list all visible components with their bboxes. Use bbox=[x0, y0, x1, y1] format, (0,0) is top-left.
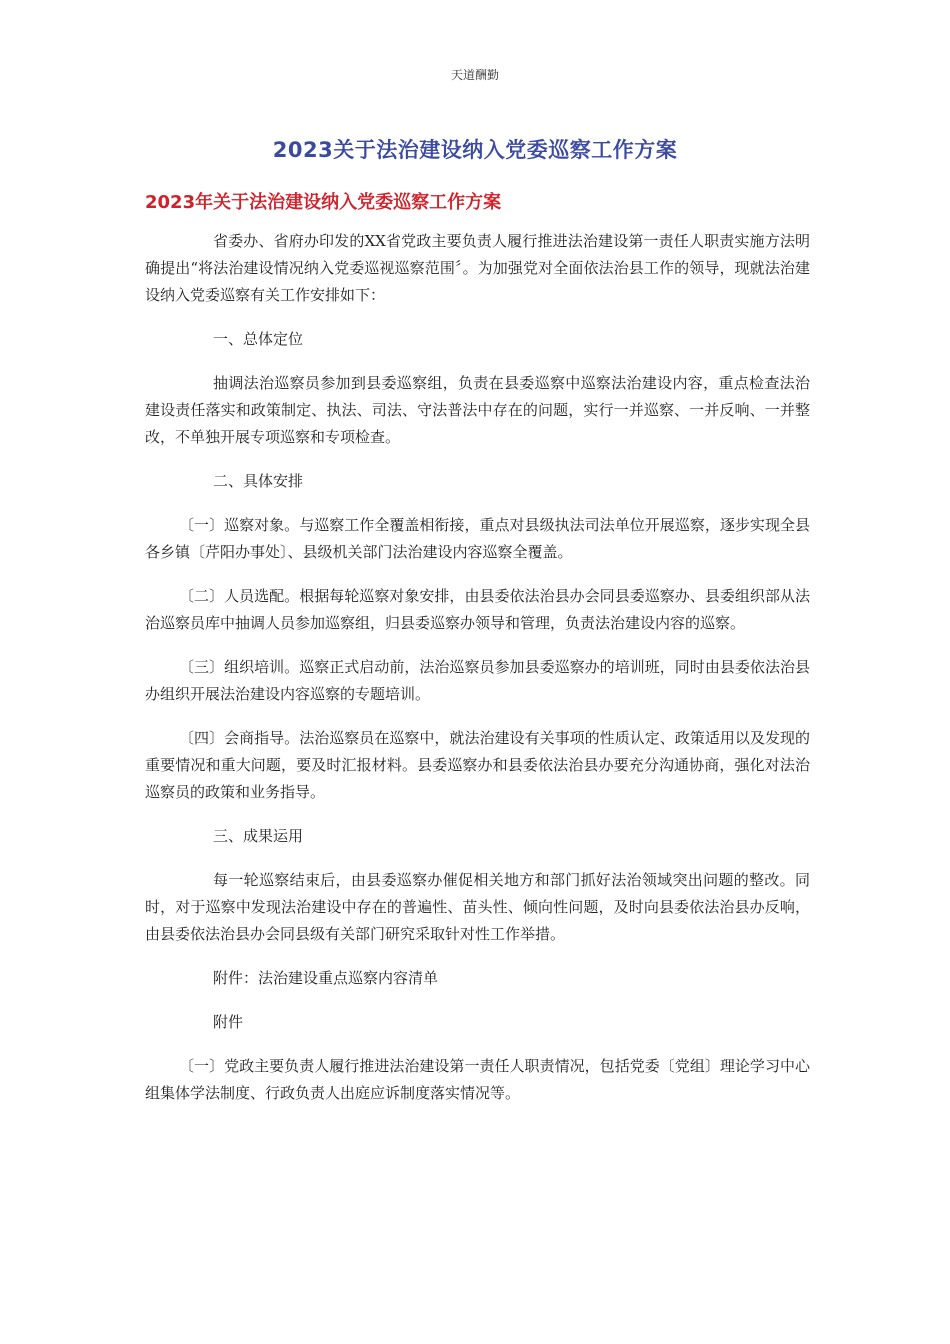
section-heading-3: 三、成果运用 bbox=[213, 827, 304, 845]
arrangement-item-2: 〔二〕人员选配。根据每轮巡察对象安排，由县委依法治县办会同县委巡察办、县委组织部从法治巡察员库中抽调人员参加巡察组，归县委巡察办领导和管理，负责法治建设内容的巡察。 bbox=[145, 587, 810, 632]
page-header: 天道酬勤 bbox=[450, 68, 499, 82]
arrangement-item-3: 〔三〕组织培训。巡察正式启动前，法治巡察员参加县委巡察办的培训班，同时由县委依法治县办组织开展法治建设内容巡察的专题培训。 bbox=[145, 658, 810, 703]
attachment-item-1: 〔一〕党政主要负责人履行推进法治建设第一责任人职责情况，包括党委〔党组〕理论学习中心组集体学法制度、行政负责人出庭应诉制度落实情况等。 bbox=[145, 1057, 810, 1102]
section-heading-1: 一、总体定位 bbox=[213, 330, 304, 348]
arrangement-item-4: 〔四〕会商指导。法治巡察员在巡察中，就法治建设有关事项的性质认定、政策适用以及发现的重要情况和重大问题，要及时汇报材料。县委巡察办和县委依法治县办要充分沟通协商，强化对法治巡察员的政策和业务指导。 bbox=[145, 729, 810, 801]
document-title: 2023关于法治建设纳入党委巡察工作方案 bbox=[272, 138, 678, 162]
section-3-paragraph: 每一轮巡察结束后，由县委巡察办催促相关地方和部门抓好法治领域突出问题的整改。同时，对于巡察中发现法治建设中存在的普遍性、苗头性、倾向性问题，及时向县委依法治县办反响，由县委依法治县办会同县级有关部门研究采取针对性工作举措。 bbox=[145, 871, 810, 943]
arrangement-item-1: 〔一〕巡察对象。与巡察工作全覆盖相衔接，重点对县级执法司法单位开展巡察，逐步实现全县各乡镇〔芹阳办事处〕、县级机关部门法治建设内容巡察全覆盖。 bbox=[145, 516, 810, 561]
section-1-paragraph: 抽调法治巡察员参加到县委巡察组，负责在县委巡察中巡察法治建设内容，重点检查法治建设责任落实和政策制定、执法、司法、守法普法中存在的问题，实行一并巡察、一并反响、一并整改，不单独开展专项巡察和专项检查。 bbox=[145, 374, 810, 446]
document-body bbox=[145, 228, 810, 1124]
section-heading-2: 二、具体安排 bbox=[213, 472, 304, 490]
attachment-heading: 附件 bbox=[213, 1013, 244, 1031]
intro-paragraph: 省委办、省府办印发的XX省党政主要负责人履行推进法治建设第一责任人职责实施方法明确提出“将法治建设情况纳入党委巡视巡察范围〞。为加强党对全面依法治县工作的领导，现就法治建设纳入党委巡察有关工作安排如下： bbox=[145, 232, 810, 304]
attachment-note: 附件：法治建设重点巡察内容清单 bbox=[213, 969, 439, 987]
document-subtitle: 2023年关于法治建设纳入党委巡察工作方案 bbox=[145, 192, 502, 213]
